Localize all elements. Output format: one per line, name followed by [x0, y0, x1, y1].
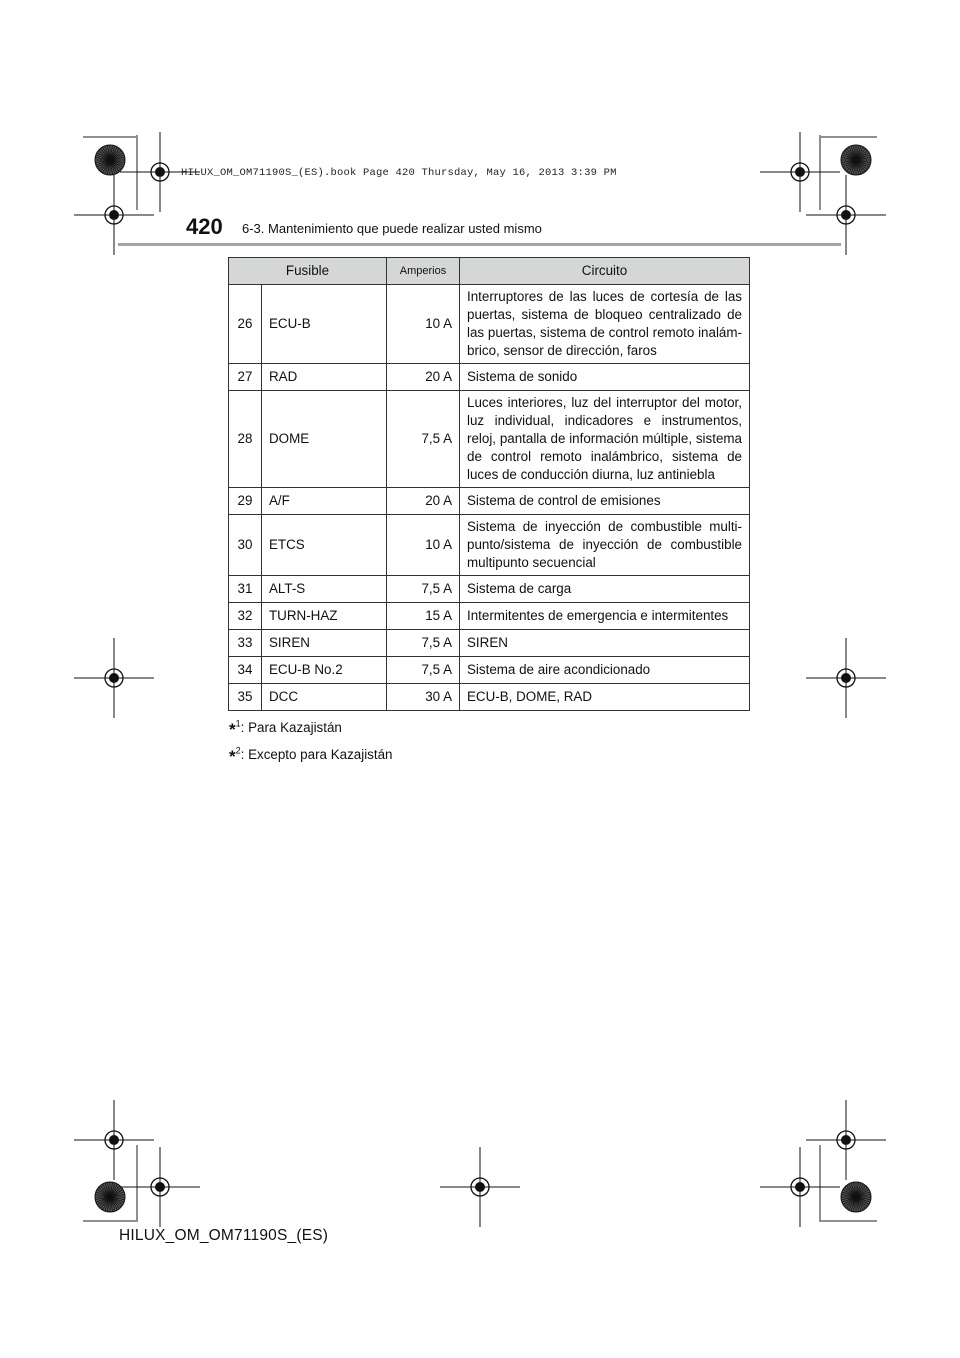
fuse-name: ETCS — [262, 515, 387, 576]
table-row — [229, 603, 750, 630]
fuse-number: 26 — [229, 285, 262, 364]
table-row — [229, 576, 750, 603]
fuse-name: DOME — [262, 391, 387, 488]
fuse-table — [228, 257, 750, 711]
header-rule — [118, 243, 841, 246]
col-header-fusible: Fusible — [229, 258, 387, 285]
sunburst-mark — [95, 145, 125, 175]
table-row — [229, 657, 750, 684]
fuse-name: A/F — [262, 488, 387, 515]
table-row — [229, 630, 750, 657]
footnote-star: * — [229, 747, 236, 766]
fuse-number: 34 — [229, 657, 262, 684]
fuse-number: 30 — [229, 515, 262, 576]
footnote-1 — [229, 717, 342, 737]
col-header-circuito: Circuito — [460, 258, 750, 285]
fuse-amperage: 7,5 A — [387, 391, 460, 488]
table-header-row — [229, 258, 750, 285]
table-row — [229, 391, 750, 488]
sunburst-mark — [841, 145, 871, 175]
fuse-circuit: Sistema de sonido — [460, 364, 750, 391]
sunburst-mark — [841, 1182, 871, 1212]
fuse-circuit: SIREN — [460, 630, 750, 657]
fuse-circuit: Interruptores de las luces de cortesía de las puertas, sistema de bloqueo centralizado de las puertas, sistema de control remoto inalám- brico, sensor de dirección, faros — [460, 285, 750, 364]
fuse-number: 28 — [229, 391, 262, 488]
fuse-circuit: ECU-B, DOME, RAD — [460, 684, 750, 711]
fuse-number: 27 — [229, 364, 262, 391]
fuse-number: 35 — [229, 684, 262, 711]
table-row — [229, 488, 750, 515]
footnote-star: * — [229, 720, 236, 739]
fuse-amperage: 7,5 A — [387, 657, 460, 684]
fuse-amperage: 20 A — [387, 364, 460, 391]
fuse-number: 32 — [229, 603, 262, 630]
footnote-2 — [229, 744, 393, 764]
fuse-name: DCC — [262, 684, 387, 711]
fuse-number: 29 — [229, 488, 262, 515]
fuse-circuit: Sistema de control de emisiones — [460, 488, 750, 515]
book-stamp: HILUX_OM_OM71190S_(ES).book Page 420 Thursday, May 16, 2013 3:39 PM — [181, 167, 617, 179]
fuse-circuit: Sistema de carga — [460, 576, 750, 603]
fuse-number: 33 — [229, 630, 262, 657]
fuse-number: 31 — [229, 576, 262, 603]
table-row — [229, 364, 750, 391]
fuse-name: RAD — [262, 364, 387, 391]
table-body — [229, 285, 750, 711]
fuse-circuit: Luces interiores, luz del interruptor del motor, luz individual, indicadores e instrumentos, reloj, pantalla de información múltiple, sistema de control remoto inalámbrico, sistema de luces de conducción diurna, luz antiniebla — [460, 391, 750, 488]
fuse-circuit: Intermitentes de emergencia e intermitentes — [460, 603, 750, 630]
fuse-name: ECU-B — [262, 285, 387, 364]
col-header-amperios: Amperios — [387, 258, 460, 285]
fuse-amperage: 30 A — [387, 684, 460, 711]
page-number: 420 — [186, 214, 223, 239]
table-row — [229, 285, 750, 364]
fuse-amperage: 10 A — [387, 515, 460, 576]
fuse-name: SIREN — [262, 630, 387, 657]
footnote-mark: 2 — [235, 745, 241, 756]
footnote-text: : Para Kazajistán — [240, 720, 342, 735]
fuse-amperage: 7,5 A — [387, 576, 460, 603]
fuse-amperage: 20 A — [387, 488, 460, 515]
fuse-name: ALT-S — [262, 576, 387, 603]
fuse-amperage: 10 A — [387, 285, 460, 364]
table-row — [229, 515, 750, 576]
table-row — [229, 684, 750, 711]
fuse-circuit: Sistema de aire acondicionado — [460, 657, 750, 684]
fuse-amperage: 7,5 A — [387, 630, 460, 657]
footer-model-code: HILUX_OM_OM71190S_(ES) — [119, 1227, 329, 1244]
footnote-text: : Excepto para Kazajistán — [240, 747, 393, 762]
footnote-mark: 1 — [235, 718, 241, 729]
section-title: 6-3. Mantenimiento que puede realizar usted mismo — [242, 221, 542, 236]
sunburst-mark — [95, 1182, 125, 1212]
fuse-circuit: Sistema de inyección de combustible multi- punto/sistema de inyección de combustible multipunto secuencial — [460, 515, 750, 576]
fuse-name: ECU-B No.2 — [262, 657, 387, 684]
fuse-amperage: 15 A — [387, 603, 460, 630]
fuse-name: TURN-HAZ — [262, 603, 387, 630]
